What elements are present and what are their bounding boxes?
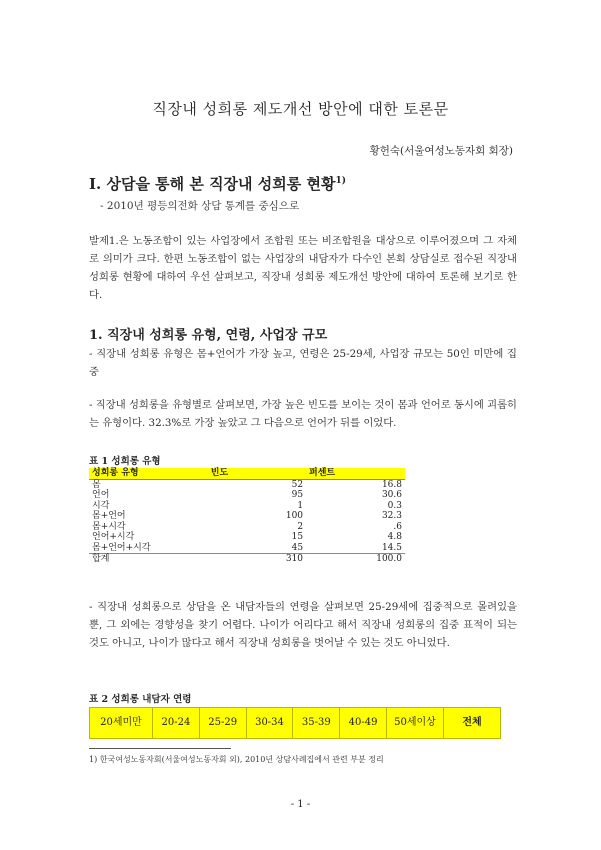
table-row [89,479,405,490]
table-row [89,522,405,533]
age-table [89,707,501,739]
table-total-row [89,554,405,565]
table-cell: 16.8 [381,479,402,490]
section-heading-2: 1. 직장내 성희롱 유형, 연령, 사업장 규모 [89,328,328,343]
page-number: - 1 - [290,799,311,810]
table-cell: 45 [291,542,304,553]
table-cell: .6 [393,521,402,532]
table-header-cell: 25-29 [199,708,246,739]
table-cell: 15 [291,532,304,542]
table-cell: 시각 [92,500,110,511]
table-header-cell: 빈도 [208,468,306,479]
harassment-type-table [89,468,405,565]
table-row [89,490,405,501]
table-header-cell: 20세미만 [90,708,153,739]
table-row [89,501,405,512]
footnote-text: 1) 한국여성노동자회(서울여성노동자회 외), 2010년 상담사례집에서 관련 부분 정리 [89,755,384,764]
table-cell: 몸 [92,479,101,490]
type-paragraph: - 직장내 성희롱을 유형별로 살펴보면, 가장 높은 빈도를 보이는 것이 몸과 언어로 동시에 괴롭히는 유형이다. 32.3%로 가장 높았고 그 다음으로 언어가 뒤를 이었다. [89,399,517,429]
table-cell: 100.0 [306,554,405,565]
table-row [89,511,405,522]
table-cell: 0.3 [387,500,402,511]
section-heading-1 [89,173,346,194]
table-cell: 310 [208,554,306,565]
summary-paragraph: - 직장내 성희롱 유형은 몸+언어가 가장 높고, 연령은 25-29세, 사업장 규모는 50인 미만에 집중 [89,348,517,378]
footnote-divider [89,748,231,749]
table-cell: 14.5 [381,542,402,553]
table-cell: 95 [291,490,304,500]
table-cell: 2 [297,521,304,532]
table-cell: 몸+시각 [92,521,126,532]
footnote-ref[interactable]: 1) [335,176,346,186]
table-row [89,543,405,554]
table-cell: 언어+시각 [92,532,135,542]
table-header-cell: 퍼센트 [306,468,405,479]
table1-caption: 표 1 성희롱 유형 [89,456,161,467]
section-subtitle: - 2010년 평등의전화 상담 통계를 중심으로 [100,200,300,212]
table-cell: 몸+언어+시각 [92,542,151,553]
intro-paragraph: 발제1.은 노동조합이 있는 사업장에서 조합원 또는 비조합원을 대상으로 이루어졌으며 그 자체로 의미가 크다. 한편 노동조합이 없는 사업장의 내담자가 다수인 본회 상담실로 접수된 직장내 성희롱 현황에 대하여 우선 살펴보고, 직장내 성희롱 제도개선 방안에 대하여 토론해 보기로 한다. [89,235,517,301]
table-row [89,532,405,543]
page-title: 직장내 성희롱 제도개선 방안에 대한 토론문 [152,100,449,118]
age-paragraph: - 직장내 성희롱으로 상담을 온 내담자들의 연령을 살펴보면 25-29세에 집중적으로 몰려있을 뿐, 그 외에는 경향성을 찾기 어렵다. 나이가 어리다고 해서 직장내 성희롱의 집중 표적이 되는 것도 아니고, 나이가 많다고 해서 직장내 성희롱을 벗어날 수 있는 것도 아니었다. [89,601,517,649]
table-header-cell: 20-24 [153,708,200,739]
table-cell: 4.8 [387,532,402,542]
table-cell: 합계 [89,554,208,565]
table-header-cell: 성희롱 유형 [89,468,208,479]
table-header-cell: 30-34 [246,708,293,739]
table-cell: 몸+언어 [92,511,126,521]
table-cell: 언어 [92,490,110,500]
table2-caption: 표 2 성희롱 내담자 연령 [89,694,192,705]
table-header-cell: 35-39 [293,708,340,739]
author-line: 황헌숙(서울여성노동자회 회장) [369,145,513,157]
table-cell: 30.6 [381,490,402,500]
table-cell: 32.3 [381,511,402,521]
section-heading-1-text: I. 상담을 통해 본 직장내 성희롱 현황 [89,175,336,193]
table-header-cell: 50세이상 [387,708,444,739]
table-header-row [89,468,405,479]
table-cell: 1 [297,500,304,511]
table-header-row [90,708,501,739]
table-header-cell: 40-49 [340,708,387,739]
table-cell: 100 [285,511,304,521]
table-header-cell: 전체 [444,708,501,739]
table-cell: 52 [291,479,304,490]
